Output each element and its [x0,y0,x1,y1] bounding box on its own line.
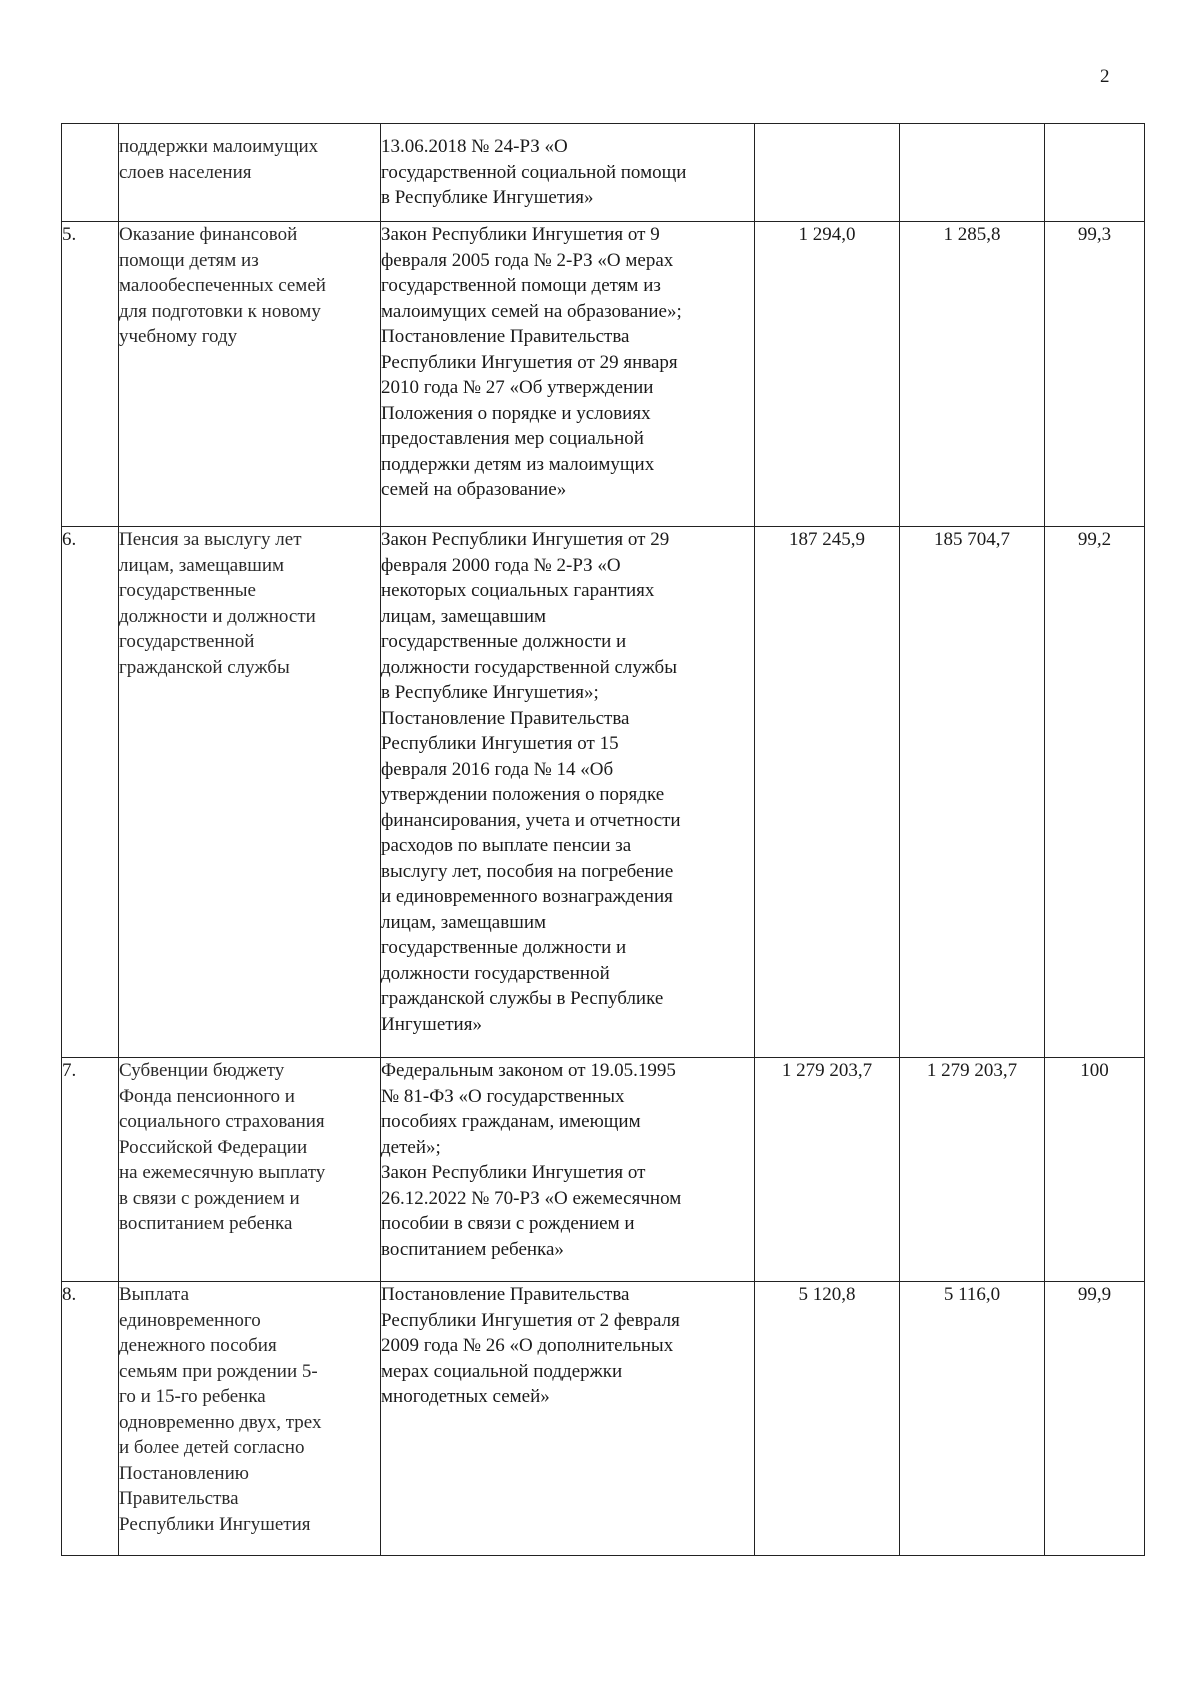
measure-name-cell [119,527,381,1058]
measure-name-text: Субвенции бюджету Фонда пенсионного и социального страхования Российской Федерации на ежемесячную выплату в связи с рождением и воспитанием ребенка [119,1060,326,1234]
execution-percent-cell [1045,124,1145,222]
measure-name-text: поддержки малоимущих слоев населения [119,136,319,183]
legal-basis-text: 13.06.2018 № 24-РЗ «О государственной социальной помощи в Республике Ингушетия» [381,136,687,208]
actual-amount-cell: 185 704,7 [900,527,1045,1058]
planned-amount-cell: 1 279 203,7 [755,1058,900,1282]
legal-basis-text: Постановление Правительства Республики Ингушетия от 2 февраля 2009 года № 26 «О дополнительных мерах социальной поддержки многодетных семей» [381,1284,680,1407]
planned-amount-cell: 1 294,0 [755,222,900,527]
legal-basis-cell [381,222,755,527]
legal-basis-text: Закон Республики Ингушетия от 9 февраля 2005 года № 2-РЗ «О мерах государственной помощи детям из малоимущих семей на образование»; Постановление Правительства Республики Ингушетия от 29 января 2010 года № 27 «Об утверждении Положения о порядке и условиях предоставления мер социальной поддержки детям из малоимущих семей на образование» [381,224,682,500]
legal-basis-cell [381,1058,755,1282]
appropriations-table [61,123,1145,1556]
measure-name-text: Оказание финансовой помощи детям из малообеспеченных семей для подготовки к новому учебному году [119,224,326,347]
measure-name-cell [119,1282,381,1556]
legal-basis-cell [381,124,755,222]
table-row-continuation [62,124,1145,222]
planned-amount-cell: 5 120,8 [755,1282,900,1556]
table-row-5 [62,222,1145,527]
measure-name-text: Выплата единовременного денежного пособия семьям при рождении 5- го и 15-го ребенка одновременно двух, трех и более детей согласно Постановлению Правительства Республики Ингушетия [119,1284,322,1535]
planned-amount-cell [755,124,900,222]
actual-amount-cell: 1 279 203,7 [900,1058,1045,1282]
actual-amount-cell: 1 285,8 [900,222,1045,527]
legal-basis-text: Федеральным законом от 19.05.1995 № 81-ФЗ «О государственных пособиях гражданам, имеющим детей»; Закон Республики Ингушетия от 26.12.2022 № 70-РЗ «О ежемесячном пособии в связи с рождением и воспитанием ребенка» [381,1060,682,1260]
row-number-cell: 8. [62,1282,119,1556]
planned-amount-cell: 187 245,9 [755,527,900,1058]
legal-basis-cell [381,527,755,1058]
measure-name-text: Пенсия за выслугу лет лицам, замещавшим государственные должности и должности государственной гражданской службы [119,529,316,678]
row-number-cell: 7. [62,1058,119,1282]
measure-name-cell [119,222,381,527]
execution-percent-cell: 99,9 [1045,1282,1145,1556]
table-row-7 [62,1058,1145,1282]
row-number-cell [62,124,119,222]
table-row-6 [62,527,1145,1058]
actual-amount-cell: 5 116,0 [900,1282,1045,1556]
legal-basis-cell [381,1282,755,1556]
measure-name-cell [119,124,381,222]
actual-amount-cell [900,124,1045,222]
page-number: 2 [1100,66,1110,87]
table-row-8 [62,1282,1145,1556]
measure-name-cell [119,1058,381,1282]
row-number-cell: 5. [62,222,119,527]
execution-percent-cell: 99,3 [1045,222,1145,527]
row-number-cell: 6. [62,527,119,1058]
execution-percent-cell: 99,2 [1045,527,1145,1058]
execution-percent-cell: 100 [1045,1058,1145,1282]
legal-basis-text: Закон Республики Ингушетия от 29 февраля 2000 года № 2-РЗ «О некоторых социальных гарантиях лицам, замещавшим государственные должности и должности государственной службы в Республике Ингушетия»; Постановление Правительства Республики Ингушетия от 15 февраля 2016 года № 14 «Об утверждении положения о порядке финансирования, учета и отчетности расходов по выплате пенсии за выслугу лет, пособия на погребение и единовременного вознаграждения лицам, замещавшим государственные должности и должности государственной гражданской службы в Республике Ингушетия» [381,529,681,1035]
